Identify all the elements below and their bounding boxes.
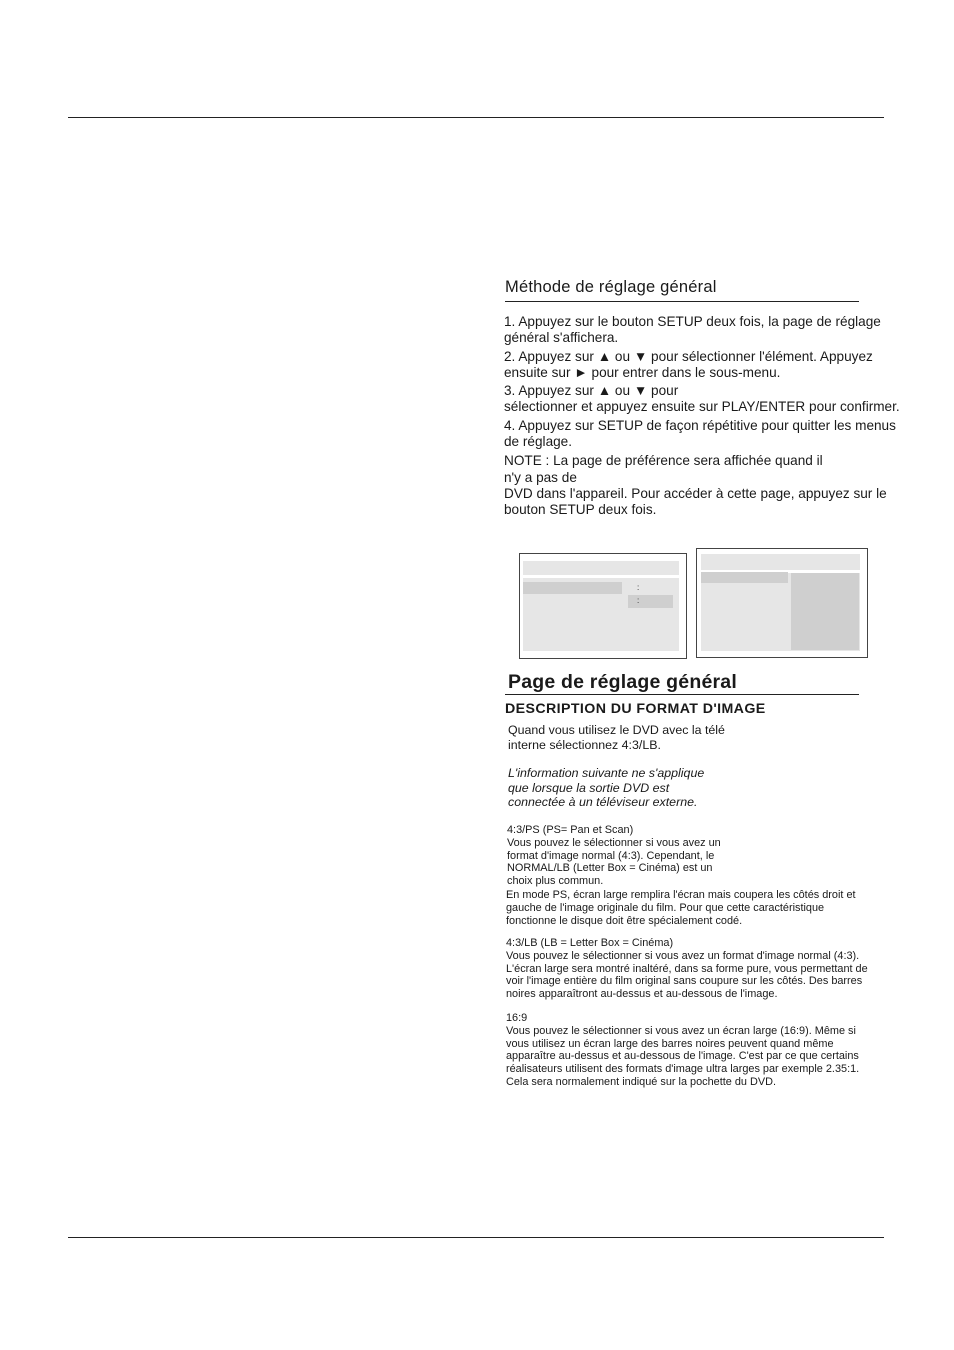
page-title-underline <box>505 694 859 695</box>
lb-heading: 4:3/LB (LB = Letter Box = Cinéma) <box>506 937 674 949</box>
widescreen-text: Vous pouvez le sélectionner si vous avez un écran large (16:9). Même si vous utilisez un écran large des barres noires peuvent quand même apparaître au-dessus et au-dessous de l'image. C'est par ce que certains réalisateurs utilisent des formats d'image ultra larges par exemple 2.35:1. Cela sera normalement indiqué sur la pochette du DVD. <box>506 1024 860 1088</box>
method-heading-underline <box>505 301 859 302</box>
screen-submenu-panel <box>791 573 859 650</box>
widescreen-heading: 16:9 <box>506 1012 528 1024</box>
step-2: 2. Appuyez sur ▲ ou ▼ pour sélectionner l'élément. Appuyez ensuite sur ► pour entrer dans le sous-menu. <box>504 348 873 380</box>
section-title: DESCRIPTION DU FORMAT D'IMAGE <box>505 701 766 717</box>
method-steps <box>504 314 904 521</box>
setup-note: NOTE : La page de préférence sera affichée quand il n'y a pas de DVD dans l'appareil. Pour accéder à cette page, appuyez sur le bouton SETUP deux fois. <box>504 453 887 518</box>
screen-option-box <box>628 595 673 608</box>
top-rule <box>68 117 884 118</box>
screen-header-bar <box>523 561 679 575</box>
ps-text: Vous pouvez le sélectionner si vous avez un format d'image normal (4:3). Cependant, le NORMAL/LB (Letter Box = Cinéma) est un choix plus commun. <box>507 836 721 888</box>
screen-selected-item <box>523 582 622 594</box>
method-heading: Méthode de réglage général <box>505 278 717 296</box>
screen-separator: : <box>637 596 640 605</box>
ps-mode-text: En mode PS, écran large remplira l'écran mais coupera les côtés droit et gauche de l'image originale du film. Pour que cette caractéristique fonctionne le disque doit être spécialement codé. <box>506 889 856 927</box>
page-title: Page de réglage général <box>508 671 737 693</box>
screen-separator: : <box>637 583 640 592</box>
bottom-rule <box>68 1237 884 1238</box>
lb-section <box>506 937 916 1001</box>
step-1: 1. Appuyez sur le bouton SETUP deux fois, la page de réglage général s'affichera. <box>504 314 881 346</box>
submenu-screen-illustration <box>696 548 868 658</box>
lb-text: Vous pouvez le sélectionner si vous avez un format d'image normal (4:3). L'écran large sera montré inaltéré, dans sa forme pure, vous permettant de voir l'image entière du film original sans coupure sur les côtés. Des barres noires apparaîtront au-dessus et au-dessous de l'image. <box>506 949 868 1001</box>
step-3: 3. Appuyez sur ▲ ou ▼ pour sélectionner et appuyez ensuite sur PLAY/ENTER pour confirmer. <box>504 383 900 415</box>
screen-header-bar <box>701 554 860 570</box>
screen-selected-item <box>701 572 788 583</box>
intro-text: Quand vous utilisez le DVD avec la télé interne sélectionnez 4:3/LB. <box>508 723 725 752</box>
widescreen-section <box>506 1012 906 1089</box>
ps-section <box>507 824 757 888</box>
external-tv-note: L'information suivante ne s'applique que lorsque la sortie DVD est connectée à un téléviseur externe. <box>508 766 705 810</box>
step-4: 4. Appuyez sur SETUP de façon répétitive pour quitter les menus de réglage. <box>504 417 896 450</box>
ps-heading: 4:3/PS (PS= Pan et Scan) <box>507 824 634 836</box>
general-setup-screen-illustration <box>519 553 687 659</box>
